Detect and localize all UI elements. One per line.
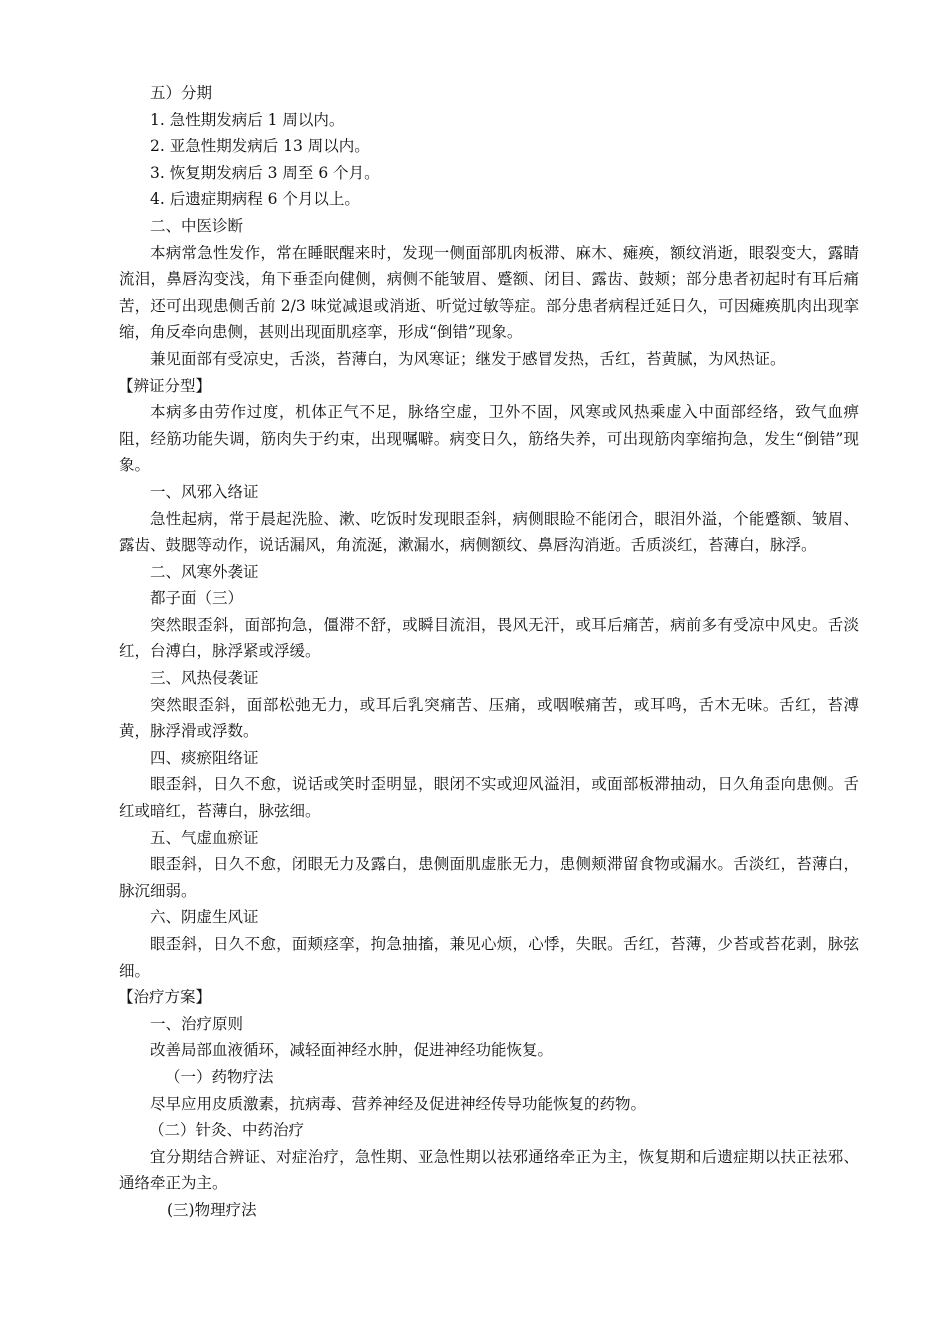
subheading-drug-therapy: （一）药物疗法 xyxy=(165,1067,274,1086)
paragraph-wind-evil: 急性起病，常于晨起洗脸、漱、吃饭时发现眼歪斜，病侧眼睑不能闭合，眼泪外溢，个能蹙额、皱眉、露齿、鼓腮等动作，说话漏风，角流涎，漱漏水，病侧额纹、鼻唇沟消逝。舌质淡红，苔薄白，脉浮。 xyxy=(119,509,859,555)
paragraph-wind-heat: 突然眼歪斜，面部松弛无力，或耳后乳突痛苦、压痛，或咽喉痛苦，或耳鸣，舌木无味。舌红，苔溥黄，脉浮滑或浮数。 xyxy=(119,695,859,741)
list-item-sequelae: 4. 后遗症期病程 6 个月以上。 xyxy=(150,190,360,209)
document-page xyxy=(119,80,859,1224)
subheading-wind-evil: 一、风邪入络证 xyxy=(150,482,259,501)
subheading-physical-therapy: (三)物理疗法 xyxy=(167,1200,257,1219)
list-item-subacute: 2. 亚急性期发病后 13 周以内。 xyxy=(150,137,370,156)
list-item-recovery: 3. 恢复期发病后 3 周至 6 个月。 xyxy=(150,163,380,182)
paragraph-acupuncture: 宜分期结合辨证、对症治疗，急性期、亚急性期以祛邪通络牵正为主，恢复期和后遗症期以扶正祛邪、通络牵正为主。 xyxy=(119,1147,859,1193)
subheading-qi-deficiency: 五、气虚血瘀证 xyxy=(150,828,259,847)
subheading-acupuncture: （二）针灸、中药治疗 xyxy=(149,1121,305,1140)
subheading-wind-cold: 二、风寒外袭证 xyxy=(150,562,259,581)
paragraph-qi-deficiency: 眼歪斜，日久不愈，闭眼无力及露白，患侧面肌虚胀无力，患侧颊滞留食物或漏水。舌淡红，苔薄白，脉沉细弱。 xyxy=(119,855,859,900)
paragraph-etiology: 本病多由劳作过度，机体正气不足，脉络空虚，卫外不固，风寒或风热乘虚入中面部经络，致气血痹阻，经筋功能失调，筋肉失于约束，出现嘱噼。病变日久，筋络失养，可出现筋肉挛缩拘急，发生“倒错”现象。 xyxy=(119,403,859,475)
paragraph-treatment-principle: 改善局部血液循环，减轻面神经水肿，促进神经功能恢复。 xyxy=(150,1041,554,1060)
subheading-yin-deficiency: 六、阴虚生风证 xyxy=(150,908,259,927)
paragraph-symptoms: 本病常急性发作，常在睡眠醒来时，发现一侧面部肌肉板滞、麻木、瘫痪，额纹消逝，眼裂变大，露睛流泪，鼻唇沟变浅，角下垂歪向健侧，病侧不能皱眉、蹙额、闭目、露齿、鼓颊；部分患者初起时有耳后痛苦，还可出现患侧舌前 2/3 味觉减退或消逝、听觉过敏等症。部分患者病程迁延日久，可因瘫痪肌肉出现挛缩，角反牵向患侧，甚则出现面肌痉挛，形成“倒错”现象。 xyxy=(119,243,859,342)
list-item-acute: 1. 急性期发病后 1 周以内。 xyxy=(150,110,345,129)
section-heading-tcm-diagnosis: 二、中医诊断 xyxy=(150,216,244,235)
paragraph-yin-deficiency: 眼歪斜，日久不愈，面颊痉挛，拘急抽搐，兼见心烦，心悸，失眠。舌红，苔薄，少苔或苔花剥，脉弦细。 xyxy=(119,935,859,980)
section-heading-staging: 五）分期 xyxy=(150,84,213,102)
heading-treatment-plan: 【治疗方案】 xyxy=(118,988,212,1007)
subheading-phlegm-stasis: 四、痰瘀阻络证 xyxy=(150,748,259,767)
heading-syndrome-differentiation: 【辨证分型】 xyxy=(118,376,212,395)
paragraph-drug-therapy: 尽早应用皮质激素，抗病毒、营养神经及促进神经传导功能恢复的药物。 xyxy=(150,1094,647,1113)
subheading-wind-heat: 三、风热侵袭证 xyxy=(150,669,259,688)
paragraph-misc-line: 都子面（三） xyxy=(150,589,244,608)
paragraph-syndromes: 兼见面部有受凉史，舌淡，苔薄白，为风寒证；继发于感冒发热，舌红，苔黄腻，为风热证。 xyxy=(150,349,786,368)
paragraph-phlegm-stasis: 眼歪斜，日久不愈，说话或笑时歪明显，眼闭不实或迎风溢泪，或面部板滞抽动，日久角歪向患侧。舌红或暗红，苔薄白，脉弦细。 xyxy=(119,775,859,821)
subheading-treatment-principle: 一、治疗原则 xyxy=(150,1014,244,1033)
paragraph-wind-cold: 突然眼歪斜，面部拘急，僵滞不舒，或瞬目流泪，畏风无汗，或耳后痛苦，病前多有受凉中风史。舌淡红，台溥白，脉浮紧或浮缓。 xyxy=(119,615,859,661)
